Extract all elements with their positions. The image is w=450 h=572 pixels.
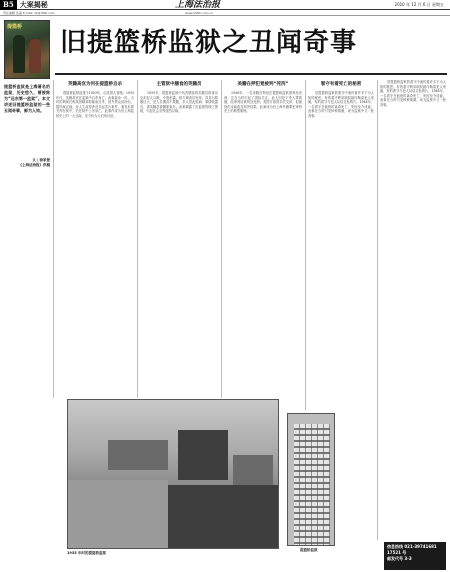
building-shape <box>233 455 273 485</box>
byline-author: 文 / 徐家俊 <box>32 158 50 162</box>
column-divider <box>221 80 222 398</box>
column-subheading: 美籍在押犯竟被判“死刑” <box>237 82 289 87</box>
page-header <box>0 0 450 10</box>
column-subheading: 主管狱中膳食的英籍员 <box>156 82 202 87</box>
column-text: 提篮桥监狱创建于1903年，由英国人管理。1930年代，英籍高官在监狱中自杀身亡，此事轰动一时。当时的典狱长称其因精神抑郁而自杀，但外界众说纷纭。据档案记载，此人生前曾涉及多起贪污案件，案发后被关押在狱中，后在狱中上吊身亡。此事件成为旧上海监狱史上的一大丑闻，至今仍为人们所议论。 <box>56 91 134 118</box>
contact-line: 邮发代号 3-3 <box>387 556 412 561</box>
article-column-4 <box>308 80 374 410</box>
building-shape <box>68 480 168 549</box>
prison-historic-photo <box>67 399 279 549</box>
article-lead: 提篮桥监狱是上海著名的监狱，历史悠久，曾被称为“远东第一监狱”。本文讲述旧提篮桥监狱的一些丑闻奇事，鲜为人知。 <box>4 84 50 113</box>
photo-caption: 1935 年时的提篮桥监狱 <box>67 551 106 555</box>
column-text: 旧提篮桥监狱的看守中流传着许多不为人知的秘密。有的看守利用职权敲诈勒索犯人家属，有的看守与犯人勾结走私鸦片。1948年，一名看守在值班时离奇死亡，死因至今成谜。此事在当时引发种种猜测，成为监狱中又一桩奇事。 <box>308 91 374 118</box>
column-text: 1946年，一名美籍在押犯在提篮桥监狱被判处死刑，这在当时引起了国际关注。此人因犯下杀人罪被捕，经审判后被判处死刑。美国方面曾多次交涉，但最终仍未能改变判决结果。此案成为旧上海外籍罪犯审判史上的典型案例。 <box>224 91 302 114</box>
headline-rule <box>55 73 447 75</box>
movie-poster-image <box>4 20 50 79</box>
poster-title: 提篮桥 <box>7 24 23 30</box>
sub-header <box>0 11 450 16</box>
site-url: www.shfzb.com.cn <box>185 11 213 15</box>
article-column-3 <box>224 80 302 398</box>
column-subheading: 英籍高官为何在提篮桥自杀 <box>68 82 122 87</box>
article-column-5 <box>380 80 446 538</box>
page-number: B5 <box>0 0 17 10</box>
building-shape <box>108 440 168 470</box>
column-subheading: 看守有着死亡的秘密 <box>320 82 362 87</box>
contact-line: 17521 号 <box>387 550 407 555</box>
contact-box <box>384 542 446 570</box>
column-divider <box>53 80 54 398</box>
column-divider <box>305 80 306 410</box>
tower-shape <box>294 424 330 546</box>
issue-date: 2010 年 12 月 6 日 星期五 <box>394 2 444 7</box>
article-column-1 <box>56 80 134 398</box>
column-text: 旧提篮桥监狱的看守中流传着许多不为人知的秘密。有的看守利用职权敲诈勒索犯人家属，有的看守与犯人勾结走私鸦片。1948年，一名看守在值班时离奇死亡，死因至今成谜。此事在当时引发种种猜测，成为监狱中又一桩奇事。 <box>380 80 446 107</box>
building-shape <box>168 485 279 549</box>
article-headline: 旧提篮桥监狱之丑闻奇事 <box>60 28 358 58</box>
building-shape <box>178 430 228 480</box>
column-divider <box>137 80 138 398</box>
section-title: 大案揭秘 <box>19 0 48 9</box>
figure-shape <box>13 35 25 73</box>
column-divider <box>377 80 378 540</box>
byline <box>14 158 50 168</box>
masthead: 上海法治报 <box>175 0 221 10</box>
contact-line: 信息热线 021-39741681 <box>387 544 437 549</box>
prison-tower-photo <box>287 413 335 546</box>
byline-source: 《上海法治报》供稿 <box>18 163 50 167</box>
editor-info: 责任编辑 张晶 E-mail: zb@dfzb.com <box>3 11 55 15</box>
article-column-2 <box>140 80 218 398</box>
column-text: 1935年，提篮桥监狱中负责膳食的英籍员被查出克扣犯人口粮，中饱私囊。狱方调查后发现，其贪污数额巨大，犯人长期食不果腹，多人因此患病。事情败露后，该英籍员被撤职查办。此案揭露了旧监狱管理之黑暗，引起社会各界强烈反响。 <box>140 91 218 114</box>
photo-caption: 提篮桥监狱 <box>300 548 318 552</box>
figure-shape <box>29 39 41 73</box>
